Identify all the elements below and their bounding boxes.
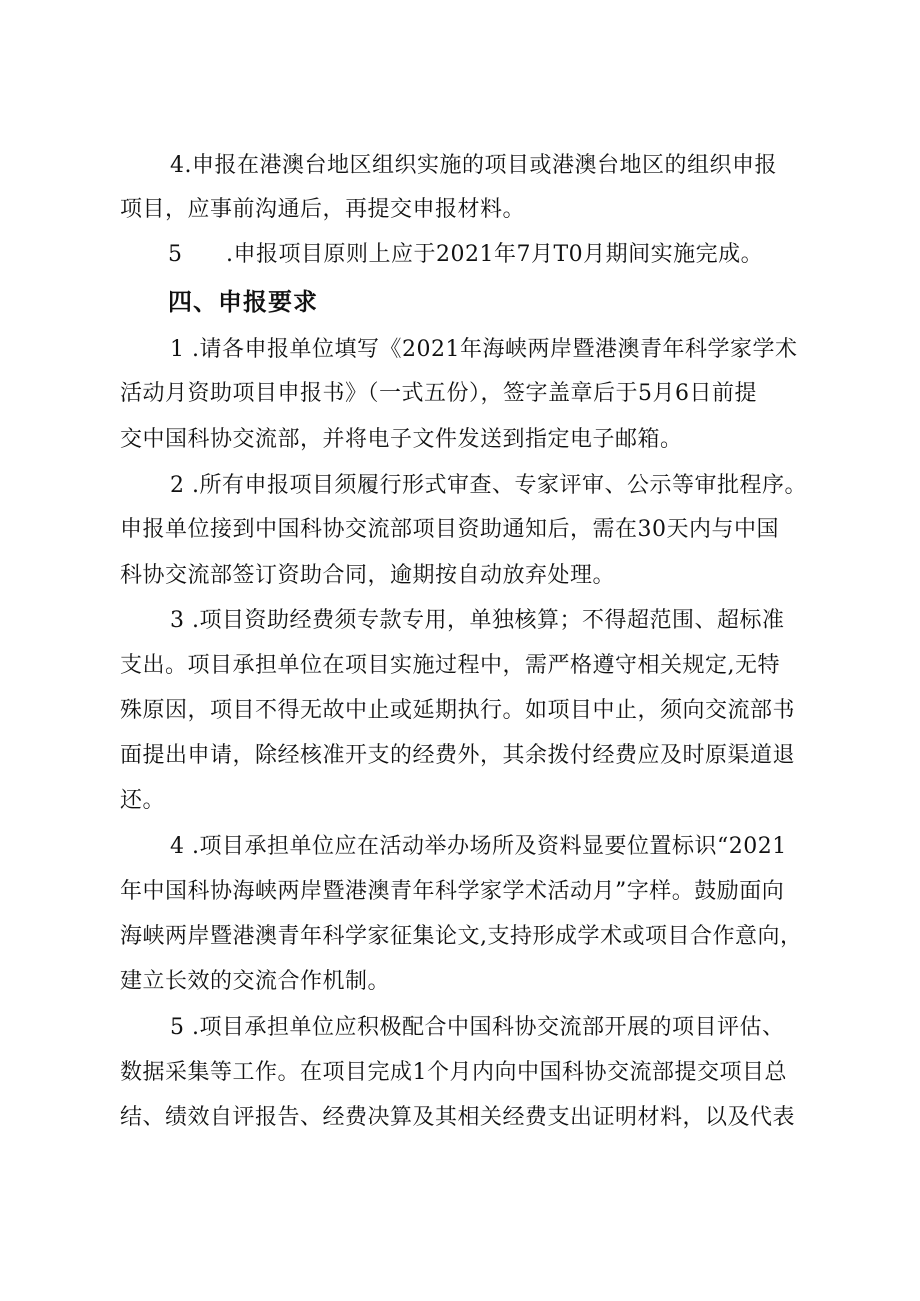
s4-item3-line2: 支出。项目承担单位在项目实施过程中，需严格遵守相关规定,无特 [120,653,780,678]
s4-item5-line2: 数据采集等工作。在项目完成1个月内向中国科协交流部提交项目总 [120,1060,787,1085]
s4-item3-line4: 面提出申请，除经核准开支的经费外，其余拨付经费应及时原渠道退 [120,743,796,768]
s4-item2-line3: 科协交流部签订资助合同，逾期按自动放弃处理。 [120,563,616,588]
s3-item4-line2: 项目，应事前沟通后，再提交申报材料。 [120,197,526,222]
s4-item4-line4: 建立长效的交流合作机制。 [120,969,391,994]
s4-item1-line3: 交中国科协交流部，并将电子文件发送到指定电子邮箱。 [120,427,683,452]
s4-item4-line1: 4 .项目承担单位应在活动举办场所及资料显要位置标识“2021 [170,834,787,859]
s4-item2-line2: 申报单位接到中国科协交流部项目资助通知后，需在30天内与中国 [120,517,779,542]
s4-item3-line1: 3 .项目资助经费须专款专用，单独核算；不得超范围、超标准 [170,608,785,633]
s4-item4-line2: 年中国科协海峡两岸暨港澳青年科学家学术活动月”字样。鼓励面向 [120,879,785,904]
s4-item5-line1: 5 .项目承担单位应积极配合中国科协交流部开展的项目评估、 [170,1015,785,1040]
s4-item3-line3: 殊原因，项目不得无故中止或延期执行。如项目中止，须向交流部书 [120,698,796,723]
s4-item1-line2: 活动月资助项目申报书》（一式五份），签字盖章后于5月6日前提 [120,381,757,406]
s4-item1-line1: 1 .请各申报单位填写《2021年海峡两岸暨港澳青年科学家学术 [170,337,798,362]
s4-item3-line5: 还。 [120,788,166,813]
s4-item5-line3: 结、绩效自评报告、经费决算及其相关经费支出证明材料，以及代表 [120,1105,796,1130]
s4-item2-line1: 2 .所有申报项目须履行形式审查、专家评审、公示等审批程序。 [170,473,807,498]
s3-item5-number: 5 [168,242,182,267]
s3-item5-text: .申报项目原则上应于2021年7月T0月期间实施完成。 [226,242,764,267]
s4-item4-line3: 海峡两岸暨港澳青年科学家征集论文,支持形成学术或项目合作意向， [120,924,803,949]
section4-heading: 四、申报要求 [168,288,318,316]
s3-item4-line1: 4.申报在港澳台地区组织实施的项目或港澳台地区的组织申报 [170,153,777,178]
